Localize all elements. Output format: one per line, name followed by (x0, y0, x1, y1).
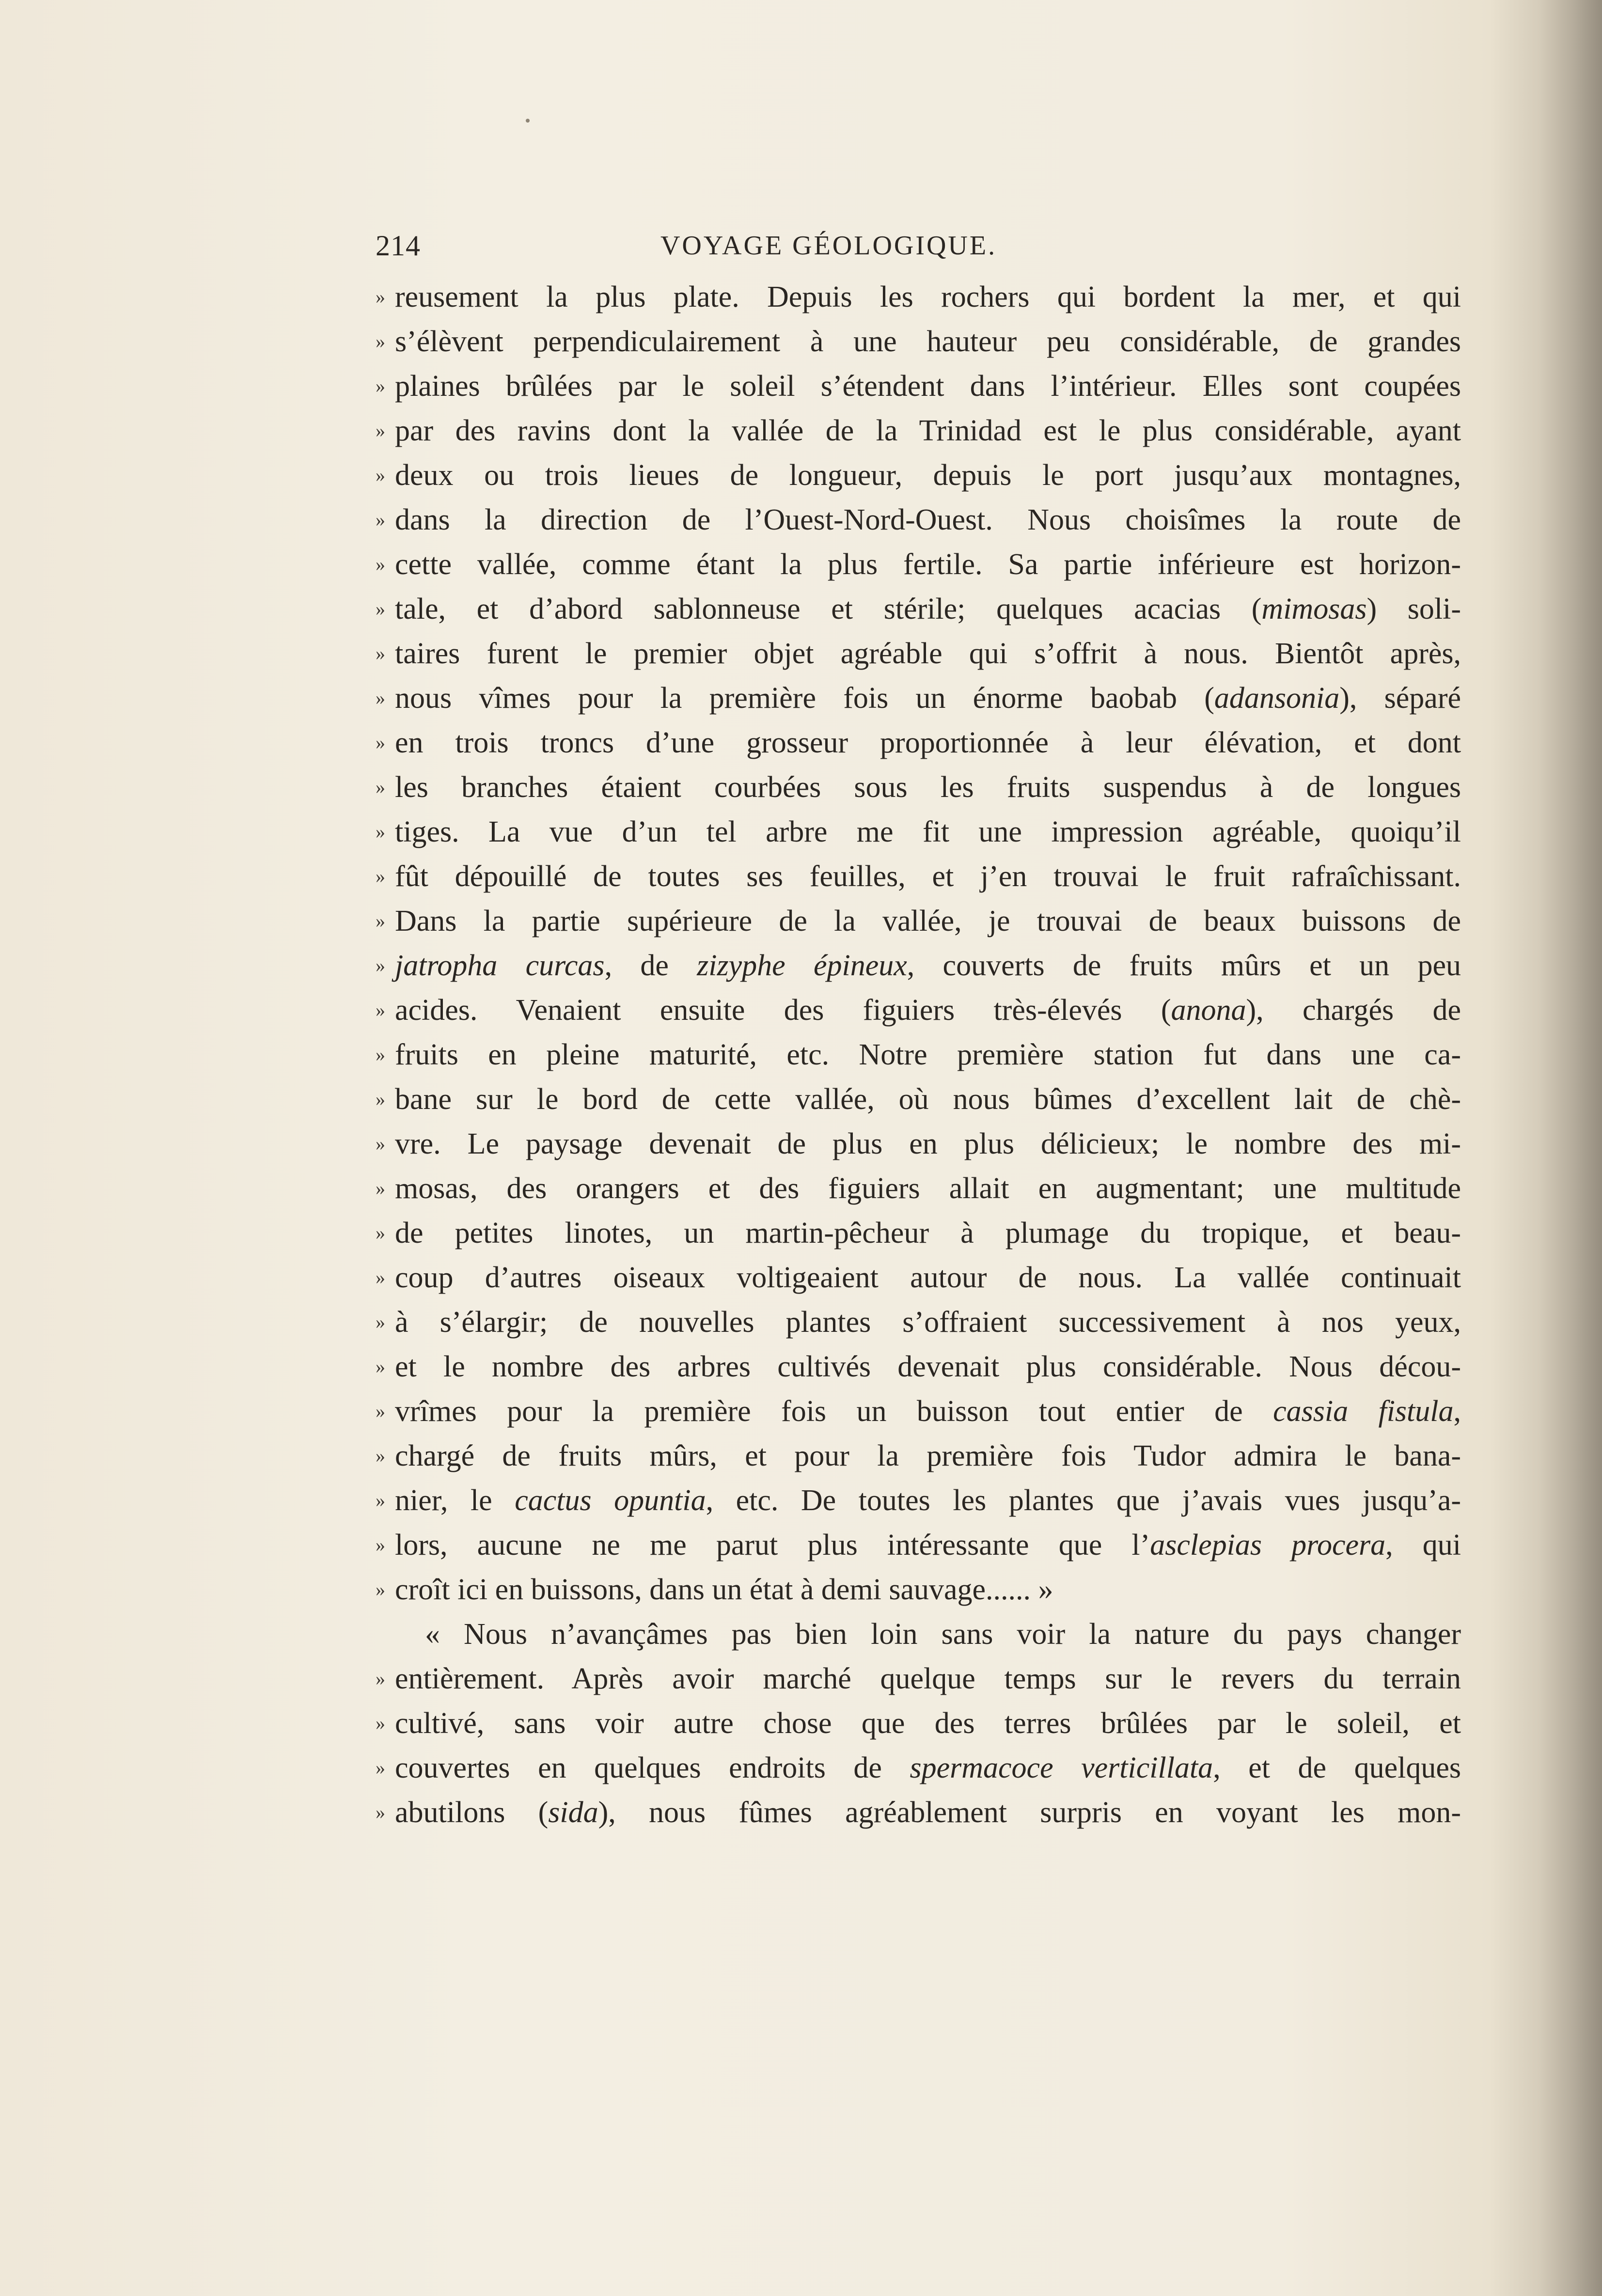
quote-marker: » (376, 1668, 385, 1689)
text-segment: , (1453, 1395, 1461, 1428)
text-line (376, 1434, 1461, 1478)
quote-marker: » (376, 1222, 385, 1244)
text-segment: bane sur le bord de cette vallée, où nous bûmes d’excellent lait de chè- (395, 1083, 1461, 1116)
text-line (376, 1166, 1461, 1211)
running-title: VOYAGE GÉOLOGIQUE. (660, 231, 997, 261)
italic-term: anona (1171, 994, 1246, 1027)
text-line (376, 1300, 1461, 1344)
quote-marker: » (376, 776, 385, 798)
text-segment: s’élèvent perpendiculairement à une hauteur peu considérable, de grandes (395, 325, 1461, 358)
text-segment: tale, et d’abord sablonneuse et stérile; quelques acacias ( (395, 593, 1262, 625)
italic-term: cactus opuntia (515, 1484, 706, 1517)
quote-marker: » (376, 1311, 385, 1333)
text-line (376, 1389, 1461, 1434)
text-segment: couvertes en quelques endroits de (395, 1751, 910, 1784)
text-segment: nier, le (395, 1484, 515, 1517)
text-line (376, 1567, 1461, 1612)
text-segment: , qui (1385, 1529, 1461, 1562)
text-segment: cultivé, sans voir autre chose que des terres brûlées par le soleil, et (395, 1707, 1461, 1740)
text-line (376, 542, 1461, 587)
text-line (376, 453, 1461, 498)
text-line (376, 1523, 1461, 1567)
text-segment: entièrement. Après avoir marché quelque temps sur le revers du terrain (395, 1662, 1461, 1695)
text-segment: fruits en pleine maturité, etc. Notre première station fut dans une ca- (395, 1038, 1461, 1071)
quote-marker: » (376, 1712, 385, 1734)
italic-term: spermacoce verticillata (910, 1751, 1213, 1784)
italic-term: adansonia (1214, 682, 1340, 715)
text-segment: ), séparé (1339, 682, 1461, 715)
quote-marker: » (376, 687, 385, 709)
text-segment: les branches étaient courbées sous les fruits suspendus à de longues (395, 771, 1461, 804)
text-line (376, 899, 1461, 943)
italic-term: mimosas (1261, 593, 1367, 625)
quote-marker: » (376, 1578, 385, 1600)
text-line (376, 319, 1461, 364)
text-segment: de petites linotes, un martin-pêcheur à plumage du tropique, et beau- (395, 1217, 1461, 1250)
text-line (376, 1344, 1461, 1389)
text-segment: croît ici en buissons, dans un état à demi sauvage...... » (395, 1573, 1053, 1606)
text-line (376, 1790, 1461, 1835)
text-segment: à s’élargir; de nouvelles plantes s’offraient successivement à nos yeux, (395, 1306, 1461, 1339)
quote-marker: » (376, 1266, 385, 1288)
body-text (376, 275, 1461, 1835)
text-segment: , de (604, 949, 697, 982)
text-segment: mosas, des orangers et des figuiers allait en augmentant; une multitude (395, 1172, 1461, 1205)
quote-marker: » (376, 509, 385, 531)
text-line (376, 943, 1461, 988)
quote-marker: » (376, 732, 385, 753)
quote-marker: » (376, 1534, 385, 1556)
quote-marker: » (376, 1044, 385, 1065)
text-line (376, 676, 1461, 720)
quote-marker: » (376, 954, 385, 976)
text-segment: plaines brûlées par le soleil s’étendent dans l’intérieur. Elles sont coupées (395, 370, 1461, 403)
text-line (376, 720, 1461, 765)
text-segment: taires furent le premier objet agréable qui s’offrit à nous. Bientôt après, (395, 637, 1461, 670)
quote-marker: » (376, 1133, 385, 1155)
text-segment: abutilons ( (395, 1796, 549, 1829)
text-line (376, 810, 1461, 854)
text-line (376, 765, 1461, 810)
quote-marker: » (376, 642, 385, 664)
quote-marker: » (376, 1489, 385, 1511)
spine-shadow (1539, 0, 1602, 2296)
text-line (376, 408, 1461, 453)
quote-marker: » (376, 330, 385, 352)
text-line (376, 1656, 1461, 1701)
text-segment: deux ou trois lieues de longueur, depuis le port jusqu’aux montagnes, (395, 459, 1461, 492)
quote-marker: » (376, 286, 385, 308)
text-segment: ), chargés de (1246, 994, 1461, 1027)
text-line (376, 498, 1461, 542)
text-segment: Dans la partie supérieure de la vallée, je trouvai de beaux buissons de (395, 905, 1461, 937)
quote-marker: » (376, 1356, 385, 1377)
text-line (376, 854, 1461, 899)
text-line (376, 1122, 1461, 1166)
quote-marker: » (376, 1445, 385, 1467)
text-segment: fût dépouillé de toutes ses feuilles, et j’en trouvai le fruit rafraîchissant. (395, 860, 1461, 893)
quote-marker: » (376, 1801, 385, 1823)
text-segment: cette vallée, comme étant la plus fertile. Sa partie inférieure est horizon- (395, 548, 1461, 581)
quote-marker: » (376, 821, 385, 843)
text-line (376, 1701, 1461, 1746)
text-segment: vrîmes pour la première fois un buisson tout entier de (395, 1395, 1273, 1428)
italic-term: cassia fistula (1273, 1395, 1454, 1428)
quote-marker: » (376, 553, 385, 575)
dust-speck (526, 119, 530, 123)
page-number: 214 (376, 230, 421, 262)
text-segment: , couverts de fruits mûrs et un peu (907, 949, 1461, 982)
quote-marker: » (376, 1400, 385, 1422)
quote-marker: » (376, 464, 385, 486)
quote-marker: » (376, 1177, 385, 1199)
text-segment: nous vîmes pour la première fois un énorme baobab ( (395, 682, 1214, 715)
text-line (376, 1255, 1461, 1300)
text-segment: « Nous n’avançâmes pas bien loin sans voir la nature du pays changer (425, 1618, 1461, 1651)
text-segment: reusement la plus plate. Depuis les rochers qui bordent la mer, et qui (395, 281, 1461, 313)
text-line (376, 587, 1461, 631)
text-line (376, 1032, 1461, 1077)
quote-marker: » (376, 865, 385, 887)
quote-marker: » (376, 1757, 385, 1779)
text-segment: chargé de fruits mûrs, et pour la première fois Tudor admira le bana- (395, 1439, 1461, 1472)
text-line (395, 1612, 1461, 1656)
italic-term: zizyphe épineux (697, 949, 907, 982)
italic-term: jatropha curcas (395, 949, 605, 982)
text-segment: ) soli- (1366, 593, 1461, 625)
text-line (376, 988, 1461, 1032)
text-line (376, 1077, 1461, 1122)
text-line (376, 1211, 1461, 1255)
text-segment: dans la direction de l’Ouest-Nord-Ouest. Nous choisîmes la route de (395, 503, 1461, 536)
text-line (376, 364, 1461, 408)
text-segment: par des ravins dont la vallée de la Trinidad est le plus considérable, ayant (395, 414, 1461, 447)
text-segment: en trois troncs d’une grosseur proportionnée à leur élévation, et dont (395, 726, 1461, 759)
text-segment: ), nous fûmes agréablement surpris en voyant les mon- (598, 1796, 1461, 1829)
text-segment: lors, aucune ne me parut plus intéressante que l’ (395, 1529, 1150, 1562)
running-head (376, 224, 1471, 267)
text-segment: , etc. De toutes les plantes que j’avais vues jusqu’a- (706, 1484, 1461, 1517)
quote-marker: » (376, 999, 385, 1021)
text-segment: vre. Le paysage devenait de plus en plus délicieux; le nombre des mi- (395, 1127, 1461, 1160)
quote-marker: » (376, 598, 385, 620)
text-segment: coup d’autres oiseaux voltigeaient autour de nous. La vallée continuait (395, 1261, 1461, 1294)
quote-marker: » (376, 910, 385, 932)
italic-term: asclepias procera (1150, 1529, 1386, 1562)
text-segment: tiges. La vue d’un tel arbre me fit une impression agréable, quoiqu’il (395, 815, 1461, 848)
text-segment: et le nombre des arbres cultivés devenait plus considérable. Nous décou- (395, 1350, 1461, 1383)
quote-marker: » (376, 375, 385, 397)
text-line (376, 275, 1461, 319)
text-line (376, 1478, 1461, 1523)
text-line (376, 631, 1461, 676)
quote-marker: » (376, 420, 385, 441)
text-segment: , et de quelques (1213, 1751, 1461, 1784)
text-segment: acides. Venaient ensuite des figuiers très-élevés ( (395, 994, 1171, 1027)
text-line (376, 1746, 1461, 1790)
italic-term: sida (548, 1796, 598, 1829)
quote-marker: » (376, 1088, 385, 1110)
